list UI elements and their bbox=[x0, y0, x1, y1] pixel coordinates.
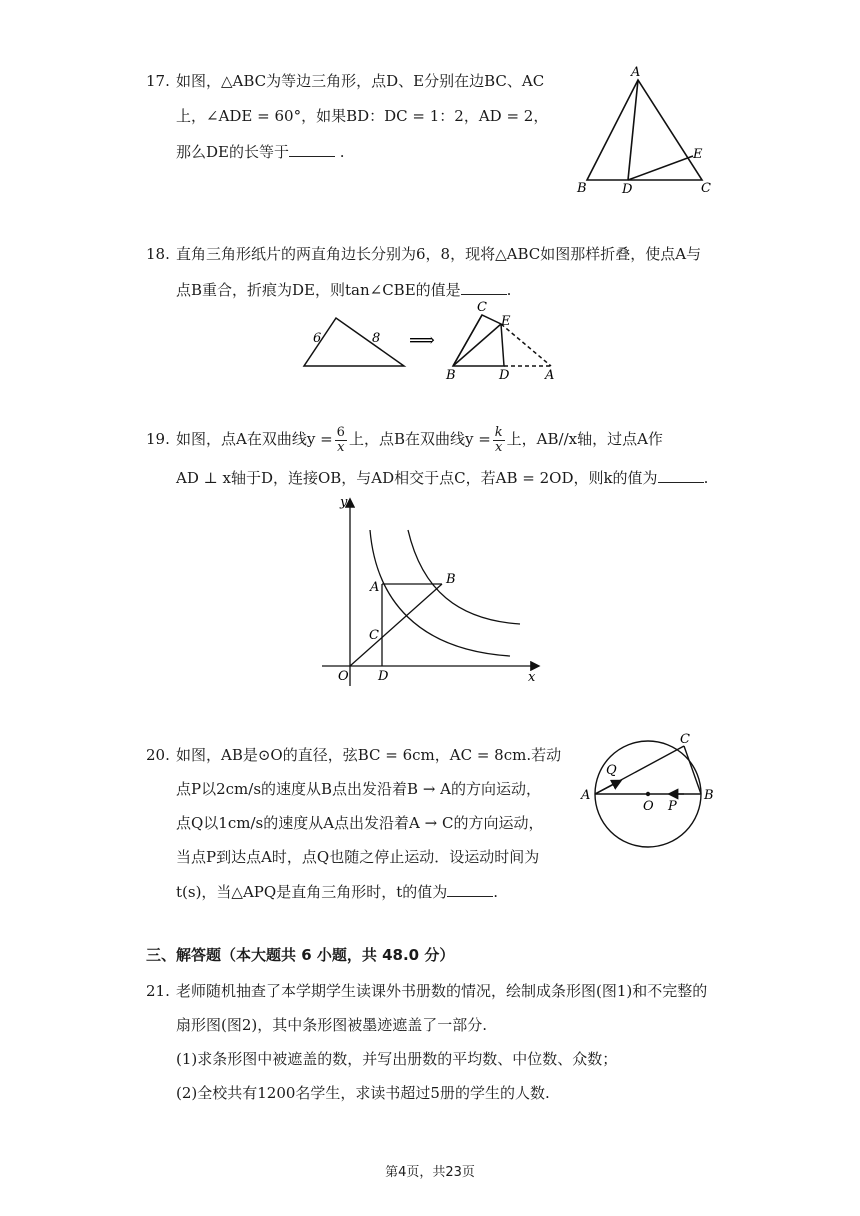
q20-center-point bbox=[646, 792, 650, 796]
q19-text-line2-suffix: . bbox=[703, 469, 709, 487]
q21-text-line1: 老师随机抽查了本学期学生读课外书册数的情况，绘制成条形图(图1)和不完整的 bbox=[176, 982, 708, 1000]
q20-label-b: B bbox=[704, 788, 714, 803]
q20-answer-blank bbox=[447, 880, 493, 897]
q18-label-eight: 8 bbox=[372, 331, 381, 346]
q17-label-d: D bbox=[622, 182, 633, 197]
q17-text-line3 bbox=[176, 140, 345, 163]
q20-label-o: O bbox=[643, 799, 654, 814]
q20-text-line4: 当点P到达点A时，点Q也随之停止运动．设运动时间为 bbox=[176, 848, 540, 866]
q19-label-a: A bbox=[370, 580, 380, 595]
q19-text-line2 bbox=[176, 466, 708, 489]
q19-label-d: D bbox=[378, 669, 389, 684]
q19-fraction-kx bbox=[493, 426, 505, 455]
q18-text-line1: 直角三角形纸片的两直角边长分别为6，8，现将△ABC如图那样折叠，使点A与 bbox=[176, 245, 702, 263]
q19-frac1-numerator: 6 bbox=[336, 424, 345, 440]
q20-text-line5-prefix: t(s)，当△APQ是直角三角形时，t的值为 bbox=[176, 883, 448, 901]
q19-fraction-6x bbox=[335, 426, 347, 455]
q21-part1: (1)求条形图中被遮盖的数，并写出册数的平均数、中位数、众数； bbox=[176, 1050, 618, 1068]
q17-text-line3-suffix: . bbox=[334, 143, 345, 161]
q18-segment-be bbox=[453, 324, 501, 366]
section-3-heading: 三、解答题（本大题共 6 小题，共 48.0 分） bbox=[146, 946, 455, 964]
q19-hyperbola-figure bbox=[318, 490, 548, 690]
q19-text-line1-c: 上，AB//x轴，过点A作 bbox=[506, 430, 663, 448]
q19-label-x: x bbox=[528, 670, 536, 685]
q21-number: 21. bbox=[146, 982, 170, 1000]
q19-number: 19. bbox=[146, 430, 170, 448]
q19-answer-blank bbox=[658, 466, 704, 483]
q20-label-p: P bbox=[668, 799, 677, 814]
q19-text-line1 bbox=[176, 418, 663, 460]
page-footer: 第4页，共23页 bbox=[385, 1165, 475, 1180]
q17-answer-blank bbox=[289, 140, 335, 157]
q17-segment-de bbox=[628, 156, 693, 180]
q18-number: 18. bbox=[146, 245, 170, 263]
q17-number: 17. bbox=[146, 72, 170, 90]
q17-label-a: A bbox=[631, 65, 641, 80]
q21-part2: (2)全校共有1200名学生，求读书超过5册的学生的人数. bbox=[176, 1084, 550, 1102]
q20-number: 20. bbox=[146, 746, 170, 764]
q19-text-line1-b: 上，点B在双曲线y = bbox=[348, 430, 491, 448]
q20-label-a: A bbox=[581, 788, 591, 803]
q18-text-line2-prefix: 点B重合，折痕为DE，则tan∠CBE的值是 bbox=[176, 281, 461, 299]
q20-text-line1: 如图，AB是⊙O的直径，弦BC = 6cm，AC = 8cm.若动 bbox=[176, 746, 562, 764]
q19-frac2-denominator: x bbox=[495, 439, 503, 455]
q18-answer-blank bbox=[461, 278, 507, 295]
q18-dashed-ea bbox=[501, 324, 551, 366]
q20-chord-bc bbox=[684, 746, 701, 794]
q17-text-line2: 上，∠ADE = 60°，如果BD：DC = 1：2，AD = 2， bbox=[176, 107, 549, 125]
q18-label-six: 6 bbox=[313, 331, 322, 346]
q19-text-line1-a: 如图，点A在双曲线y = bbox=[176, 430, 333, 448]
q18-arrow: ⟹ bbox=[409, 330, 435, 351]
q20-circle-figure bbox=[574, 728, 724, 878]
q19-label-o: O bbox=[338, 669, 349, 684]
q20-text-line5 bbox=[176, 880, 498, 903]
q17-triangle-figure bbox=[570, 62, 720, 198]
q18-label-a: A bbox=[545, 368, 555, 382]
q21-text-line2: 扇形图(图2)，其中条形图被墨迹遮盖了一部分. bbox=[176, 1016, 488, 1034]
q20-label-c: C bbox=[680, 732, 690, 747]
q20-text-line3: 点Q以1cm/s的速度从A点出发沿着A → C的方向运动， bbox=[176, 814, 544, 832]
q19-frac2-numerator: k bbox=[494, 424, 503, 440]
q19-text-line2-prefix: AD ⊥ x轴于D，连接OB，与AD相交于点C，若AB = 2OD，则k的值为 bbox=[176, 469, 658, 487]
q19-label-y: y bbox=[340, 495, 348, 510]
q18-label-d: D bbox=[499, 368, 510, 382]
q18-text-line2-suffix: . bbox=[506, 281, 512, 299]
q19-label-c: C bbox=[369, 628, 379, 643]
q17-label-b: B bbox=[577, 181, 587, 196]
q17-text-line1: 如图，△ABC为等边三角形，点D、E分别在边BC、AC bbox=[176, 72, 545, 90]
q20-text-line2: 点P以2cm/s的速度从B点出发沿着B → A的方向运动， bbox=[176, 780, 541, 798]
q18-label-b: B bbox=[446, 368, 456, 382]
q18-label-c: C bbox=[477, 300, 487, 315]
q20-label-q: Q bbox=[606, 763, 617, 778]
q17-text-line3-prefix: 那么DE的长等于 bbox=[176, 143, 289, 161]
q18-segment-cb bbox=[453, 315, 482, 366]
q19-curve-k-over-x bbox=[408, 530, 520, 624]
q20-arrow-q bbox=[595, 781, 620, 794]
q19-segment-ob bbox=[350, 584, 442, 666]
q19-frac1-denominator: x bbox=[337, 439, 345, 455]
q19-label-b: B bbox=[446, 572, 456, 587]
q17-label-c: C bbox=[701, 181, 711, 196]
q18-fold-figure bbox=[296, 296, 566, 382]
q20-text-line5-suffix: . bbox=[493, 883, 498, 901]
q18-label-e: E bbox=[501, 314, 511, 329]
q17-triangle-abc bbox=[587, 80, 702, 180]
q17-label-e: E bbox=[693, 147, 703, 162]
